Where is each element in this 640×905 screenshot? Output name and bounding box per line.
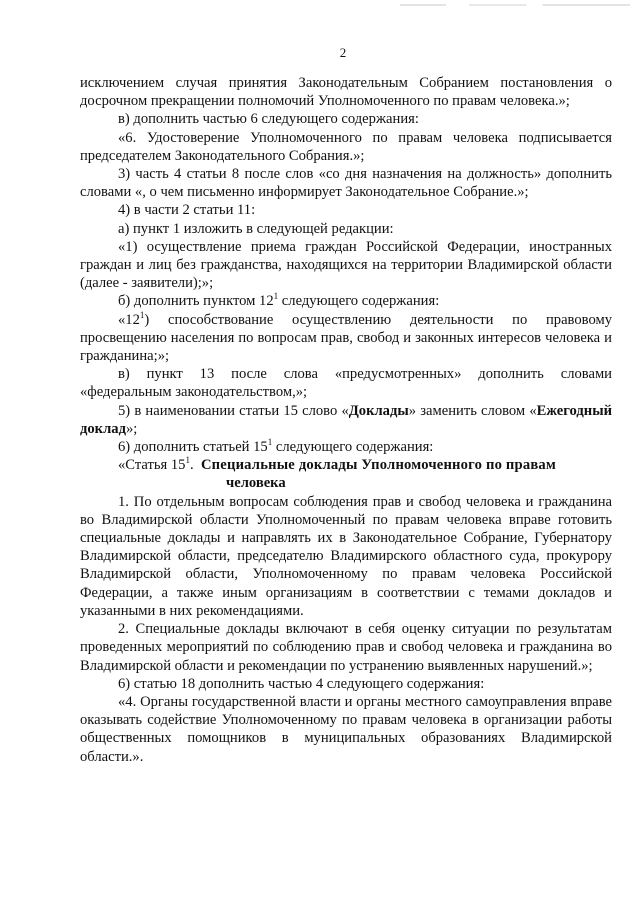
paragraph-5: 4) в части 2 статьи 11:	[118, 202, 256, 219]
paragraph-12	[80, 438, 612, 456]
paragraph-9-part-a: «12	[118, 311, 140, 328]
superscript: 1	[139, 309, 145, 320]
paragraph-6: а) пункт 1 изложить в следующей редакции:	[118, 220, 394, 237]
superscript: 1	[267, 437, 273, 448]
paragraph-8-part-a: б) дополнить пунктом 12	[118, 293, 274, 310]
document-body	[80, 74, 612, 766]
paragraph-9	[80, 311, 612, 366]
paragraph-16: 6) статью 18 дополнить частью 4 следующего содержания:	[118, 675, 485, 692]
paragraph-8-part-b: следующего содержания:	[278, 293, 440, 310]
article-title-continuation: человека	[226, 475, 286, 492]
paragraph-3: «6. Удостоверение Уполномоченного по правам человека подписывается председателем Законодательного Собрания.»;	[80, 129, 612, 164]
article-heading	[80, 456, 612, 474]
article-label: «Статья 15	[118, 457, 186, 474]
superscript: 1	[273, 291, 279, 302]
bold-term-ezhegodny-doklad: Ежегодный доклад	[80, 402, 612, 437]
paragraph-11-part-c: » заменить словом «	[408, 402, 537, 419]
paragraph-11	[80, 402, 612, 438]
paragraph-7: «1) осуществление приема граждан Российской Федерации, иностранных граждан и лиц без гражданства, находящихся на территории Владимирской области (далее - заявители);»;	[80, 238, 612, 292]
paragraph-10: в) пункт 13 после слова «предусмотренных» дополнить словами «федеральным законодательством,»;	[80, 366, 612, 401]
bold-term-doklady: Доклады	[348, 402, 409, 419]
article-title: Специальные доклады Уполномоченного по правам	[200, 457, 557, 474]
paragraph-1: исключением случая принятия Законодательным Собранием постановления о досрочном прекращении полномочий Уполномоченного по правам человека.»;	[80, 75, 612, 110]
paragraph-12-part-a: 6) дополнить статьей 15	[118, 439, 268, 456]
paragraph-2: в) дополнить частью 6 следующего содержания:	[118, 111, 419, 128]
paragraph-14: 1. По отдельным вопросам соблюдения прав и свобод человека и гражданина во Владимирской области Уполномоченный по правам человека вправе готовить специальные доклады и направлять их в Законодательное Собрание, Губернатору Владимирской области, председателю Владимирского областного суда, прокурору Владимирской области, Уполномоченному по правам человека Российской Федерации, а также иным организациям в соответствии с темами докладов и указанными в них рекомендациями.	[80, 493, 612, 619]
paragraph-11-part-a: 5) в наименовании статьи 15 слово «	[118, 402, 349, 419]
paragraph-17: «4. Органы государственной власти и органы местного самоуправления вправе оказывать содействие Уполномоченному по правам человека в организации работы общественных помощников в муниципальных образованиях Владимирской области.».	[80, 693, 612, 765]
paragraph-8	[80, 292, 612, 310]
paragraph-12-part-b: следующего содержания:	[272, 439, 434, 456]
paragraph-4: 3) часть 4 статьи 8 после слов «со дня назначения на должность» дополнить словами «, о чем письменно информирует Законодательное Собрание.»;	[80, 166, 612, 201]
paragraph-11-part-e: »;	[125, 420, 138, 437]
article-label-dot: .	[189, 457, 194, 474]
page-number: 2	[339, 45, 347, 60]
paragraph-15: 2. Специальные доклады включают в себя оценку ситуации по результатам проведенных мероприятий по соблюдению прав и свобод человека и гражданина во Владимирской области и рекомендации по устранению выявленных нарушений.»;	[80, 621, 612, 674]
paragraph-9-part-b: ) способствование осуществлению деятельности по правовому просвещению населения по вопросам прав, свобод и законных интересов человека и гражданина;»;	[80, 311, 612, 365]
scan-artifact	[400, 4, 630, 6]
superscript: 1	[185, 455, 190, 466]
